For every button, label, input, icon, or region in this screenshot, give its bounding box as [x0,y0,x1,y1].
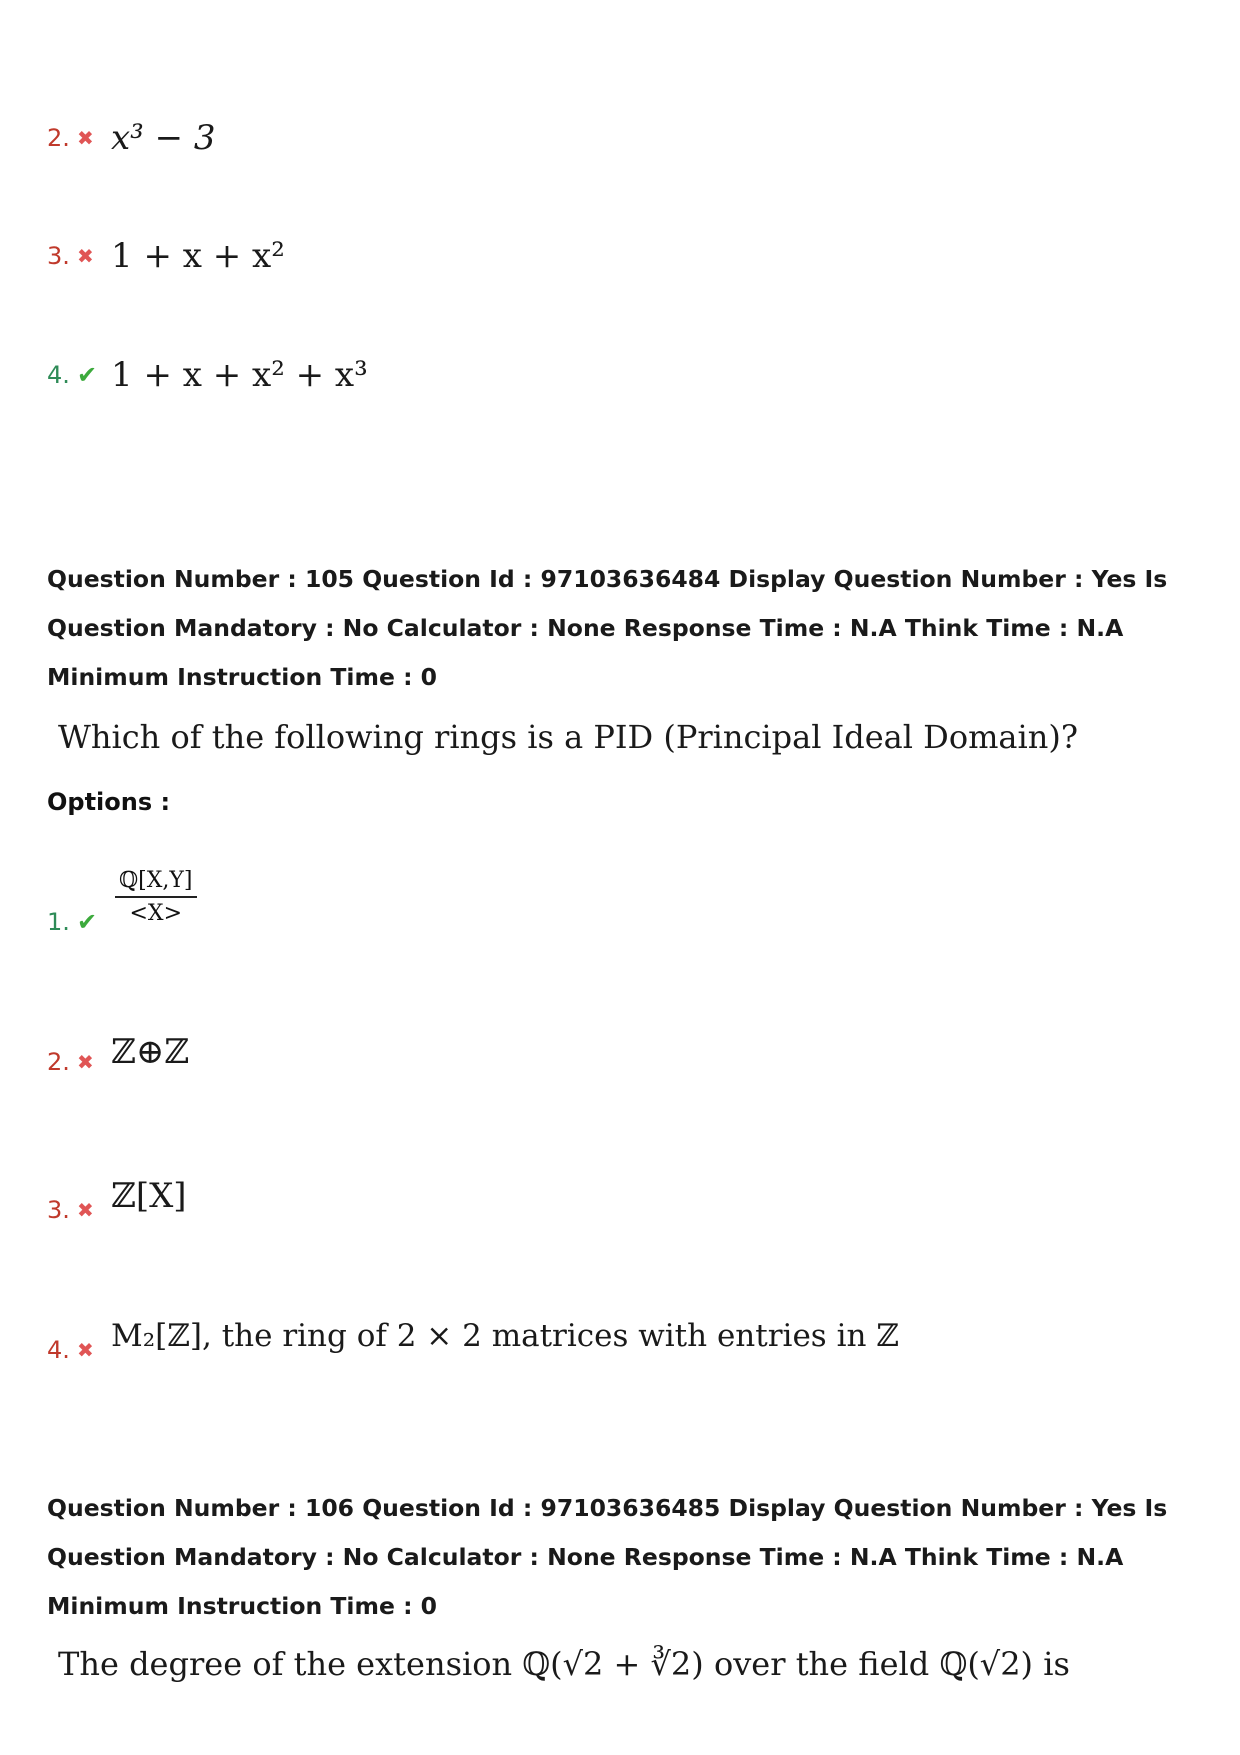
option-expression: 1 + x + x² + x³ [111,355,368,395]
question-105-header: Question Number : 105 Question Id : 97103636484 Display Question Number : Yes Is Question Mandatory : No Calculator : None Response Time : N.A Think Time : N.A Minimum Instruction Time : 0 [47,565,1168,691]
fraction-numerator: ℚ[X,Y] [115,868,197,898]
option-3-prev [47,236,285,276]
option-expression: ℤ⊕ℤ [111,1032,190,1072]
question-106-text: The degree of the extension ℚ(√2 + ∛2) over the field ℚ(√2) is [58,1645,1070,1683]
option-expression: M₂[ℤ], the ring of 2 × 2 matrices with entries in ℤ [111,1318,899,1354]
option-number: 2. [47,1048,70,1076]
option-2-prev [47,118,216,158]
option-number: 4. [47,1336,70,1364]
cross-icon: ✖ [77,244,94,268]
q105-option-4 [47,1308,899,1364]
cross-icon: ✖ [77,126,94,150]
check-icon: ✔ [77,908,98,936]
option-number: 1. [47,908,70,936]
option-number: 4. [47,361,70,389]
question-106-header: Question Number : 106 Question Id : 97103636485 Display Question Number : Yes Is Question Mandatory : No Calculator : None Response Time : N.A Think Time : N.A Minimum Instruction Time : 0 [47,1494,1168,1620]
q105-option-2 [47,1028,189,1076]
question-105-text: Which of the following rings is a PID (Principal Ideal Domain)? [58,718,1078,756]
q105-option-3 [47,1168,187,1224]
option-number: 2. [47,124,70,152]
options-label: Options : [47,788,171,816]
option-number: 3. [47,242,70,270]
option-expression: 1 + x + x² [111,236,285,276]
option-number: 3. [47,1196,70,1224]
cross-icon: ✖ [77,1338,94,1362]
cross-icon: ✖ [77,1050,94,1074]
check-icon: ✔ [77,361,98,389]
fraction-denominator: <X> [129,901,183,926]
q105-option-1 [47,858,197,936]
option-expression: ℤ[X] [111,1176,187,1216]
option-expression: x³ − 3 [111,118,216,158]
option-fraction [115,868,197,926]
cross-icon: ✖ [77,1198,94,1222]
option-4-prev [47,355,368,395]
